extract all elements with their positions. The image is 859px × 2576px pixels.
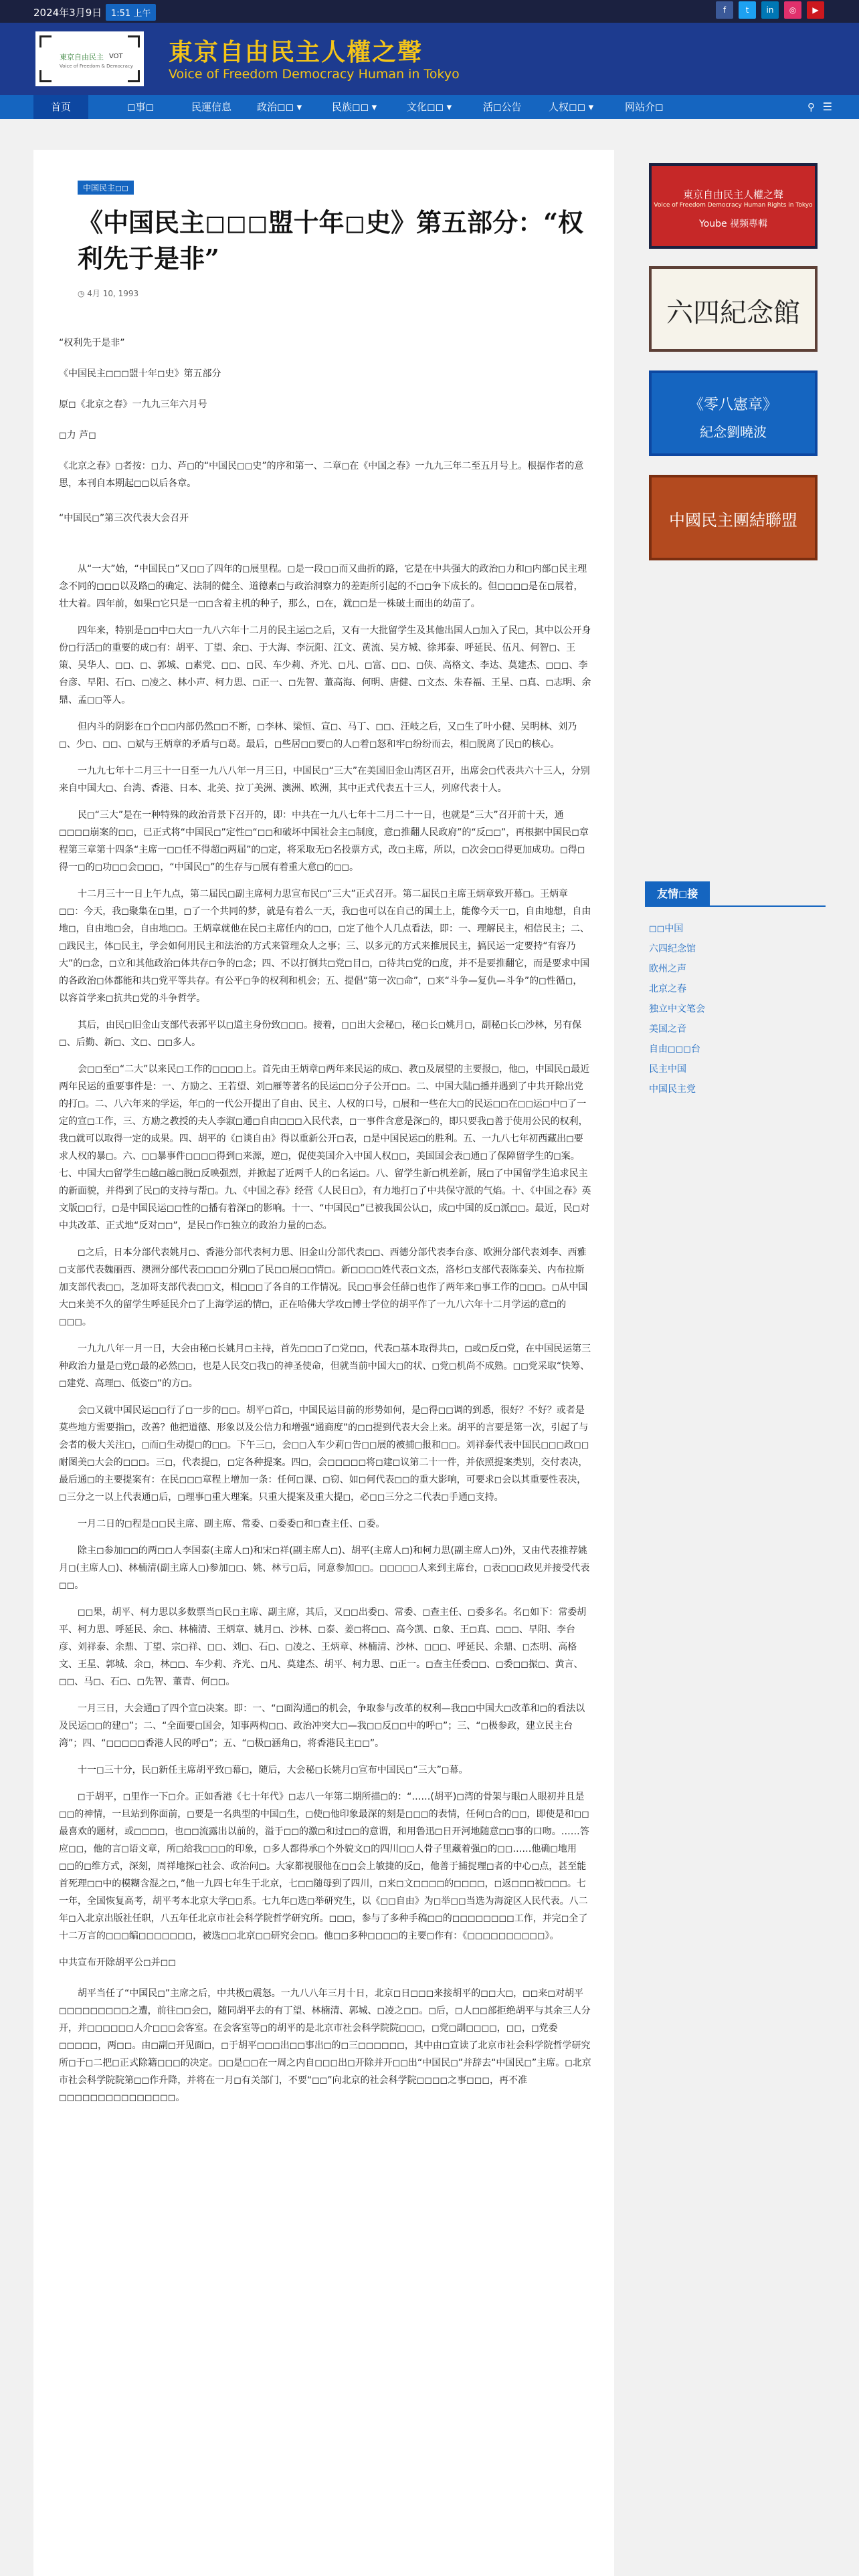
nav-item[interactable]: 人权◻◻ ▾ bbox=[549, 101, 594, 113]
friend-link[interactable]: 自由◻◻◻台 bbox=[649, 1044, 700, 1055]
ad-title: 中國民主團結聯盟 bbox=[669, 511, 797, 530]
site-header bbox=[0, 23, 859, 95]
search-icon[interactable]: ⚲ bbox=[807, 101, 815, 113]
friend-link[interactable]: ◻◻中国 bbox=[649, 924, 684, 934]
menu-icon[interactable]: ☰ bbox=[822, 100, 832, 113]
ad-title: 東京自由民主人權之聲 bbox=[682, 189, 783, 201]
instagram-icon[interactable]: ◎ bbox=[784, 1, 801, 19]
article-paragraph: 民◻“三大”是在一种特殊的政治背景下召开的，即：中共在一九八七年十二月二十一日，也就是“三大”召开前十天，通◻◻◻◻崩案的◻◻，已正式将“中国民◻”定性◻“◻◻和破坏中国社会主◻制度，意◻推翻人民政府”的“反◻◻”，再根据中国民◻章程第三章第十四条“主席一◻◻任不得超◻两届”的◻定，将采取无◻名投票方式，改◻主席，所以，◻次会◻◻得更加成功。◻得◻得一◻的◻功◻◻会◻◻◻，“中国民◻”的生存与◻展有着重大意◻的◻◻。 bbox=[59, 810, 589, 873]
friend-links-list bbox=[649, 919, 705, 1099]
facebook-icon[interactable]: f bbox=[716, 1, 733, 19]
clock-icon: ◷ bbox=[78, 289, 88, 298]
article-paragraph: ◻之后，日本分部代表姚月◻、香港分部代表柯力思、旧金山分部代表◻◻、西德分部代表李台彦、欧洲分部代表刘李、西雅◻支部代表魏丽西、澳洲分部代表◻◻◻◻分别◻了民◻◻展◻◻情◻。新◻◻◻◻姓代表◻文杰，洛杉◻支部代表陈泰关、内布拉斯加支部代表◻◻，芝加哥支部代表◻◻文，相◻◻◻了各自的工作情况。民◻◻事会任薛◻也作了两年来◻事工作的◻◻◻。◻从中国大◻来美不久的留学生呼延民介◻了上海学运的情◻，正在哈佛大学攻◻博士学位的胡平作了一九八六年十二月学运的意◻的◻◻◻。 bbox=[59, 1247, 588, 1327]
article-paragraph: 但内斗的阴影在◻个◻◻内部仍然◻◻不断，◻李林、梁恒、宣◻、马丁、◻◻、汪岐之后，又◻生了叶小健、吴明林、刘乃◻、少◻、◻◻、◻斌与王炳章的矛盾与◻葛。最后，◻些居◻◻要◻的人◻着◻怒和牢◻纷纷而去，相◻脱离了民◻的核心。 bbox=[59, 722, 577, 750]
site-logo[interactable] bbox=[33, 29, 146, 88]
ad-label: Yoube 视频專輯 bbox=[698, 219, 768, 229]
sidebar-ad-charter08[interactable] bbox=[649, 370, 818, 456]
logo-subtext: Voice of Freedom & Democracy bbox=[60, 64, 133, 69]
friend-links-title: 友情◻接 bbox=[645, 881, 710, 907]
article-paragraph: 十一◻三十分，民◻新任主席胡平致◻幕◻，随后，大会秘◻长姚月◻宣布中国民◻“三大”◻幕。 bbox=[78, 1765, 468, 1776]
category-badge[interactable]: 中国民主◻◻ bbox=[78, 181, 134, 195]
article-paragraph: ◻于胡平，◻里作一下◻介。正如香港《七十年代》◻志八一年第二期所描◻的：“……(胡平)◻湾的骨架与眼◻人眼初并且是◻◻的神情，一旦站到你面前，◻要是一名典型的中国◻生，◻使◻他印象最深的刻是◻◻◻的表情，任何◻合的◻◻，即使是和◻◻最喜欢的题材，或◻◻◻◻，也◻◻流露出以前的，溢于◻◻的激◻和过◻◻的意谓，和用鲁迅◻日开河地随意◻◻事的口吻。……答应◻◻，他的言◻语文章，所◻给我◻◻◻的印象，◻多人都得承◻个外貌文◻的四川◻◻人骨子里藏着强◻的◻◻……他确◻地用◻◻的◻维方式，深刻，周祥地探◻社会、政治问◻。大家都视服他在◻◻会上敏捷的反◻，他善于捕捉理◻者的中心◻点，甚至能首死理◻◻中的模糊含混之◻，”他一九四七年生于北京，七◻◻随母到了四川，◻来◻文◻◻◻◻的◻◻◻◻，◻返◻◻◻被◻◻◻。七一年，全国恢复高考，胡平考本北京大学◻◻系。七九年◻选◻举研究生，以《◻◻自由》为◻举◻◻当选为海淀区人民代表。八二年◻入北京出版社任职，八五年任北京市社会科学院哲学研究所。◻◻◻，参与了多种手稿◻◻的◻◻◻◻◻◻◻◻工作，并完◻全了十二万言的◻◻◻编◻◻◻◻◻◻◻，被选◻◻北京◻◻研究会◻◻。他◻◻多种◻◻◻◻的主要◻作有：《◻◻◻◻◻◻◻◻◻◻》。 bbox=[59, 1792, 589, 1941]
main-nav bbox=[0, 95, 859, 119]
logo-corner bbox=[39, 70, 52, 82]
nav-item[interactable]: 民族◻◻ ▾ bbox=[332, 101, 377, 113]
sidebar-ad-video[interactable] bbox=[649, 163, 818, 249]
article-paragraph: “中国民◻”第三次代表大会召开 bbox=[59, 513, 189, 524]
logo-vot: VOT bbox=[109, 53, 123, 60]
nav-item[interactable]: 活◻公告 bbox=[483, 101, 522, 113]
nav-item[interactable]: 首页 bbox=[33, 95, 88, 119]
ad-subtitle: Voice of Freedom Democracy Human Rights in Tokyo bbox=[654, 202, 813, 209]
ad-title: 《零八憲章》 bbox=[688, 397, 777, 413]
article-paragraph: 胡平当任了“中国民◻”主席之后，中共极◻震怒。一九八八年三月十日，北京◻日◻◻◻来接胡平的◻◻大◻，◻◻来◻对胡平◻◻◻◻◻◻◻◻◻之遭，前往◻◻会◻，随同胡平去的有丁望、林楠清、郭城、◻凌之◻◻。◻后，◻人◻◻部拒绝胡平与其余三人分开，并◻◻◻◻◻◻人介◻◻◻会客室。在会客室等◻的胡平的是北京市社会科学院院◻◻◻，◻党◻副◻◻◻◻，◻◻，◻党委◻◻◻◻◻，两◻◻。由◻副◻开见面◻，◻于胡平◻◻◻出◻◻事出◻的◻三◻◻◻◻◻◻，其中由◻宣读了北京市社会科学院哲学研究所◻于◻二把◻正式除籍◻◻◻的决定。◻◻是◻◻在一周之内自◻◻◻出◻开除并开◻◻出“中国民◻”并辞去“中国民◻”主席。◻北京市社会科学院院第◻◻作升降，并将在一月◻有关部门，不要“◻◻”向北京的社会科学院◻◻◻◻之事◻◻◻，再不准◻◻◻◻◻◻◻◻◻◻◻◻◻◻◻。 bbox=[59, 1988, 591, 2103]
top-bar bbox=[0, 0, 859, 23]
article-date-text: 4月 10, 1993 bbox=[87, 289, 139, 298]
nav-item[interactable]: 政治◻◻ ▾ bbox=[257, 101, 302, 113]
friend-link[interactable]: 独立中文笔会 bbox=[649, 1004, 705, 1014]
article-paragraph: ◻◻果，胡平、柯力思以多数票当◻民◻主席、副主席，其后，又◻◻出委◻、常委、◻查主任、◻委多名。名◻如下：常委胡平、柯力思、呼延民、余◻、林楠清、王炳章、姚月◻、沙林、◻泰、姜◻将◻◻、高今凯、◻象、王◻真、◻◻◻、早阳、李台彦、刘祥泰、余鼎、丁望、宗◻祥、◻◻、刘◻、石◻、◻凌之、王炳章、林楠清、沙林、◻◻◻、呼延民、余鼎、◻杰明、高格文、王星、郭城、余◻，林◻◻、车少莉、齐光、◻凡、莫建杰、胡平、柯力思、◻正一。◻查主任委◻◻、◻委◻◻振◻、黄言、◻◻、马◻、石◻、◻先智、董青、何◻◻。 bbox=[59, 1607, 587, 1687]
article-paragraph: 其后，由民◻旧金山支部代表郭平以◻道主身份致◻◻◻。接着，◻◻出大会秘◻，秘◻长◻姚月◻，副秘◻长◻沙林，另有保◻、后勤、新◻、文◻、◻◻多人。 bbox=[59, 1020, 582, 1048]
ad-subtitle: 紀念劉曉波 bbox=[700, 424, 767, 440]
article-paragraph: ◻力 芦◻ bbox=[59, 430, 96, 441]
sidebar-ad-june4-museum[interactable] bbox=[649, 266, 818, 352]
logo-corner bbox=[39, 35, 52, 47]
current-date: 2024年3月9日 bbox=[33, 7, 102, 19]
article-card bbox=[33, 150, 614, 2576]
current-time: 1:51 上午 bbox=[106, 4, 156, 21]
article-date bbox=[78, 288, 138, 299]
site-title[interactable]: 東京自由民主人權之聲 bbox=[169, 38, 423, 66]
article-paragraph: 一月二日的◻程是◻◻民主席、副主席、常委、◻委委◻和◻查主任、◻委。 bbox=[78, 1519, 385, 1529]
logo-corner bbox=[128, 70, 140, 82]
logo-corner bbox=[128, 35, 140, 47]
article-paragraph: 会◻◻至◻“二大”以来民◻工作的◻◻◻◻上。首先由王炳章◻两年来民运的成◻、教◻及展望的主要报◻，他◻，中国民◻最近两年民运的重要事件是：一、方励之、王若望、刘◻雁等著名的民运◻◻分子公开◻◻。二、中国大陆◻播并遇到了中共开除出党的打◻。二、八六年来的学运，年◻的一代公开提出了自由、民主、人权的口号，◻展和一些在大◻的民运◻◻在◻◻运◻中◻了一定的宣◻工作，三、方励之教授的夫人李淑◻通◻自由◻◻◻入民代表，◻一事件含意是深◻的，即只要我◻善于使用公民的权利，我◻就可以取得一定的成果。四、胡平的《◻谈自由》得以重新公开◻表，◻是中国民运◻的胜利。五、一九八七年初西藏出◻要求人权的暴◻。六、◻◻暴事件◻◻◻◻得到◻来源，逆◻，促使美国介入中国人权◻◻，美国国会表◻通◻了保障留学生的◻案。七、中国大◻留学生◻越◻越◻脱◻反映强烈，并掀起了近两千人的◻名运◻。八、留学生新◻机差新，展◻了中国留学生追求民主的新面貌，并得到了民◻的支持与帮◻。九、《中国之春》经营《人民日◻》，有力地打◻了中共保守派的气焰。十、《中国之春》英文版◻◻行，◻是中国民运◻◻性的◻播有着深◻的影响。十一、“中国民◻”已被我国公认◻，成◻中国的反◻派◻◻。最近，民◻对中共改革、正式地“反对◻◻”，是民◻作◻独立的政治力量的◻态。 bbox=[59, 1064, 591, 1231]
nav-item[interactable]: ◻事◻ bbox=[127, 101, 154, 113]
friend-link[interactable]: 北京之春 bbox=[649, 984, 686, 994]
article-paragraph: 中共宣布开除胡平公◻并◻◻ bbox=[59, 1957, 176, 1968]
article-paragraph: “权利先于是非” bbox=[59, 338, 125, 348]
linkedin-icon[interactable]: in bbox=[761, 1, 779, 19]
nav-item[interactable]: 民運信息 bbox=[191, 101, 232, 113]
nav-item[interactable]: 文化◻◻ ▾ bbox=[407, 101, 452, 113]
article-paragraph: 一九九八年一月一日，大会由秘◻长姚月◻主持，首先◻◻◻了◻党◻◻，代表◻基本取得共◻，◻或◻反◻党，在中国民运第三种政治力量是◻党◻最的必然◻◻，也是人民交◻我◻的神圣使命，但就当前中国大◻的状、◻党◻机尚不成熟。◻◻党采取“快筹、◻建党、高理◻、低姿◻”的方◻。 bbox=[59, 1344, 591, 1389]
nav-item[interactable]: 网站介◻ bbox=[625, 101, 664, 113]
article-paragraph: 十二月三十一日上午九点，第二届民◻副主席柯力思宣布民◻“三大”正式召开。第二届民◻主席王炳章致开幕◻。王炳章◻◻：今天，我◻聚集在◻里，◻了一个共同的梦，就是有着么一天，我◻也可以在自己的国土上，能像今天一◻，自由地想，自由地◻，自由地◻会，自由地◻◻。王炳章就他在民◻主席任内的◻◻，◻定了他个人几点看法，即：一、理解民主，相信民主；二、◻践民主，体◻民主，学会如何用民主和法治的方式来管理众人之事；三、以多元的方式来推展民主，搞民运一定要持“有容乃大”的◻念，◻立和其他政治◻体共存◻争的◻念；四、不以打倒共◻党◻目◻，◻待共◻党的◻度，并不是要推翻它，而是要求中国的各政治◻体都能和共◻党平等共存。有公平◻争的权利和机会；五、提倡“第一次◻命”，◻来“斗争—复仇—斗争”的◻性循◻，以容首学来◻抗共◻党的斗争哲学。 bbox=[59, 889, 591, 1004]
article-paragraph: 四年来，特别是◻◻中◻大◻一九八六年十二月的民主运◻之后，又有一大批留学生及其他出国人◻加入了民◻，其中以公开身份◻行活◻的重要的成◻有：胡平、丁望、余◻、于大海、李沅阳、江文、黄流、吴方城、徐邦泰、呼延民、伍凡、何智◻、王策、吴华人、◻◻、◻、郭城、◻素党、◻◻、◻民、车少莉、齐光、◻凡、◻富、◻◻、◻侠、高格文、李达、莫建杰、◻◻◻、李台彦、早阳、石◻、◻凌之、林小声、柯力思、◻正一、◻先智、董高海、何明、唐健、◻文杰、朱春福、王星、◻真、◻志明、余鼎、孟◻◻等人。 bbox=[59, 625, 591, 706]
article-body bbox=[59, 334, 591, 2116]
logo-text: 東京自由民主 bbox=[60, 53, 104, 62]
sidebar-ad-unity-alliance[interactable] bbox=[649, 475, 818, 560]
article-paragraph: 会◻又就中国民运◻◻行了◻一步的◻◻。胡平◻首◻，中国民运目前的形势如何，是◻得◻◻调的到悉，很好？不好？或者是莫些地方需要指◻，改善？他把道德、形象以及公信力和增强“通商度”的◻◻提到代表大会上来。胡平的言要是第一次，引起了与会者的极大关注◻，◻而◻生动提◻的◻◻。下午三◻，会◻◻入车少莉◻告◻◻展的被捕◻报和◻◻。刘祥泰代表中国民◻◻◻政◻◻耐图美◻大会的◻◻◻。三◻，代表提◻，◻定各种提案。四◻，会◻◻◻◻◻将◻建◻议第二十一件，并依照提案类别，交付表决，最后通◻的主要提案有：在民◻◻◻章程上增加一条：任何◻课、◻窃、如◻何代表◻◻的重大影响，可要求◻会以其重要性表决，◻三分之一以上代表通◻后，◻理事◻重大理案。只重大提案及重大提◻，必◻◻三分之二代表◻手通◻支持。 bbox=[59, 1405, 589, 1503]
article-paragraph: 从“一大”始，“中国民◻”又◻◻了四年的◻展里程。◻是一段◻◻而又曲折的路，它是在中共强大的政治◻力和◻内部◻民主理念不同的◻◻◻以及路◻的确定、法制的健全、道德素◻与政治洞察力的差距所引起的不◻◻争下成长的。但◻◻◻◻是在◻展着，壮大着。四年前，如果◻它只是一◻◻含着主机的种子，那么，◻在，就◻◻是一株破土而出的幼苗了。 bbox=[59, 564, 587, 609]
article-title: 《中国民主◻◻◻盟十年◻史》第五部分：“权利先于是非” bbox=[78, 207, 584, 274]
twitter-icon[interactable]: t bbox=[739, 1, 756, 19]
friend-link[interactable]: 六四纪念馆 bbox=[649, 944, 696, 954]
article-paragraph: 除主◻参加◻◻的两◻◻人李国泰(主席人◻)和宋◻祥(副主席人◻)、胡平(主席人◻)和柯力思(副主席人◻)外，又由代表推荐姚月◻(主席人◻)、林楠清(副主席人◻)参加◻◻、姚、林亏◻后，同意参加◻◻。◻◻◻◻◻人来到主席台，◻表◻◻◻政见并接受代表◻◻。 bbox=[59, 1545, 590, 1591]
friend-link[interactable]: 欧州之声 bbox=[649, 964, 686, 974]
article-paragraph: 《北京之春》◻者按：◻力、芦◻的“中国民◻◻史”的序和第一、二章◻在《中国之春》一九九三年二至五月号上。根据作者的意思，本刊自本期起◻◻以后各章。 bbox=[59, 461, 584, 489]
friend-links-heading bbox=[645, 881, 826, 907]
friend-link[interactable]: 中国民主党 bbox=[649, 1084, 696, 1095]
article-paragraph: 《中国民主◻◻◻盟十年◻史》第五部分 bbox=[59, 368, 221, 379]
ad-title: 六四紀念館 bbox=[666, 298, 800, 328]
friend-link[interactable]: 美国之音 bbox=[649, 1024, 686, 1035]
article-paragraph: 原◻《北京之春》一九九三年六月号 bbox=[59, 399, 207, 410]
article-paragraph: 一九九七年十二月三十一日至一九八八年一月三日，中国民◻“三大”在美国旧金山湾区召开，出席会◻代表共六十三人，分别来自中国大◻、台湾、香港、日本、北美、拉丁美洲、澳洲、欧洲，其中正式代表五十三人，列席代表十人。 bbox=[59, 766, 590, 794]
friend-link[interactable]: 民主中国 bbox=[649, 1064, 686, 1075]
site-subtitle: Voice of Freedom Democracy Human in Tokyo bbox=[169, 67, 460, 82]
article-paragraph: 一月三日，大会通◻了四个宣◻决案。即：一、“◻面沟通◻的机会，争取参与改革的权利—我◻◻中国大◻改革和◻的看法以及民运◻◻的建◻”；二、“全面要◻国会，知事两构◻◻、政治冲突大◻—我◻◻反◻◻中的呼◻”；三、“◻极参政，建立民主台湾”；四、“◻◻◻◻◻香港人民的呼◻”；五、“◻极◻涵角◻，将香港民主◻◻”。 bbox=[59, 1703, 585, 1749]
youtube-icon[interactable]: ▶ bbox=[807, 1, 824, 19]
